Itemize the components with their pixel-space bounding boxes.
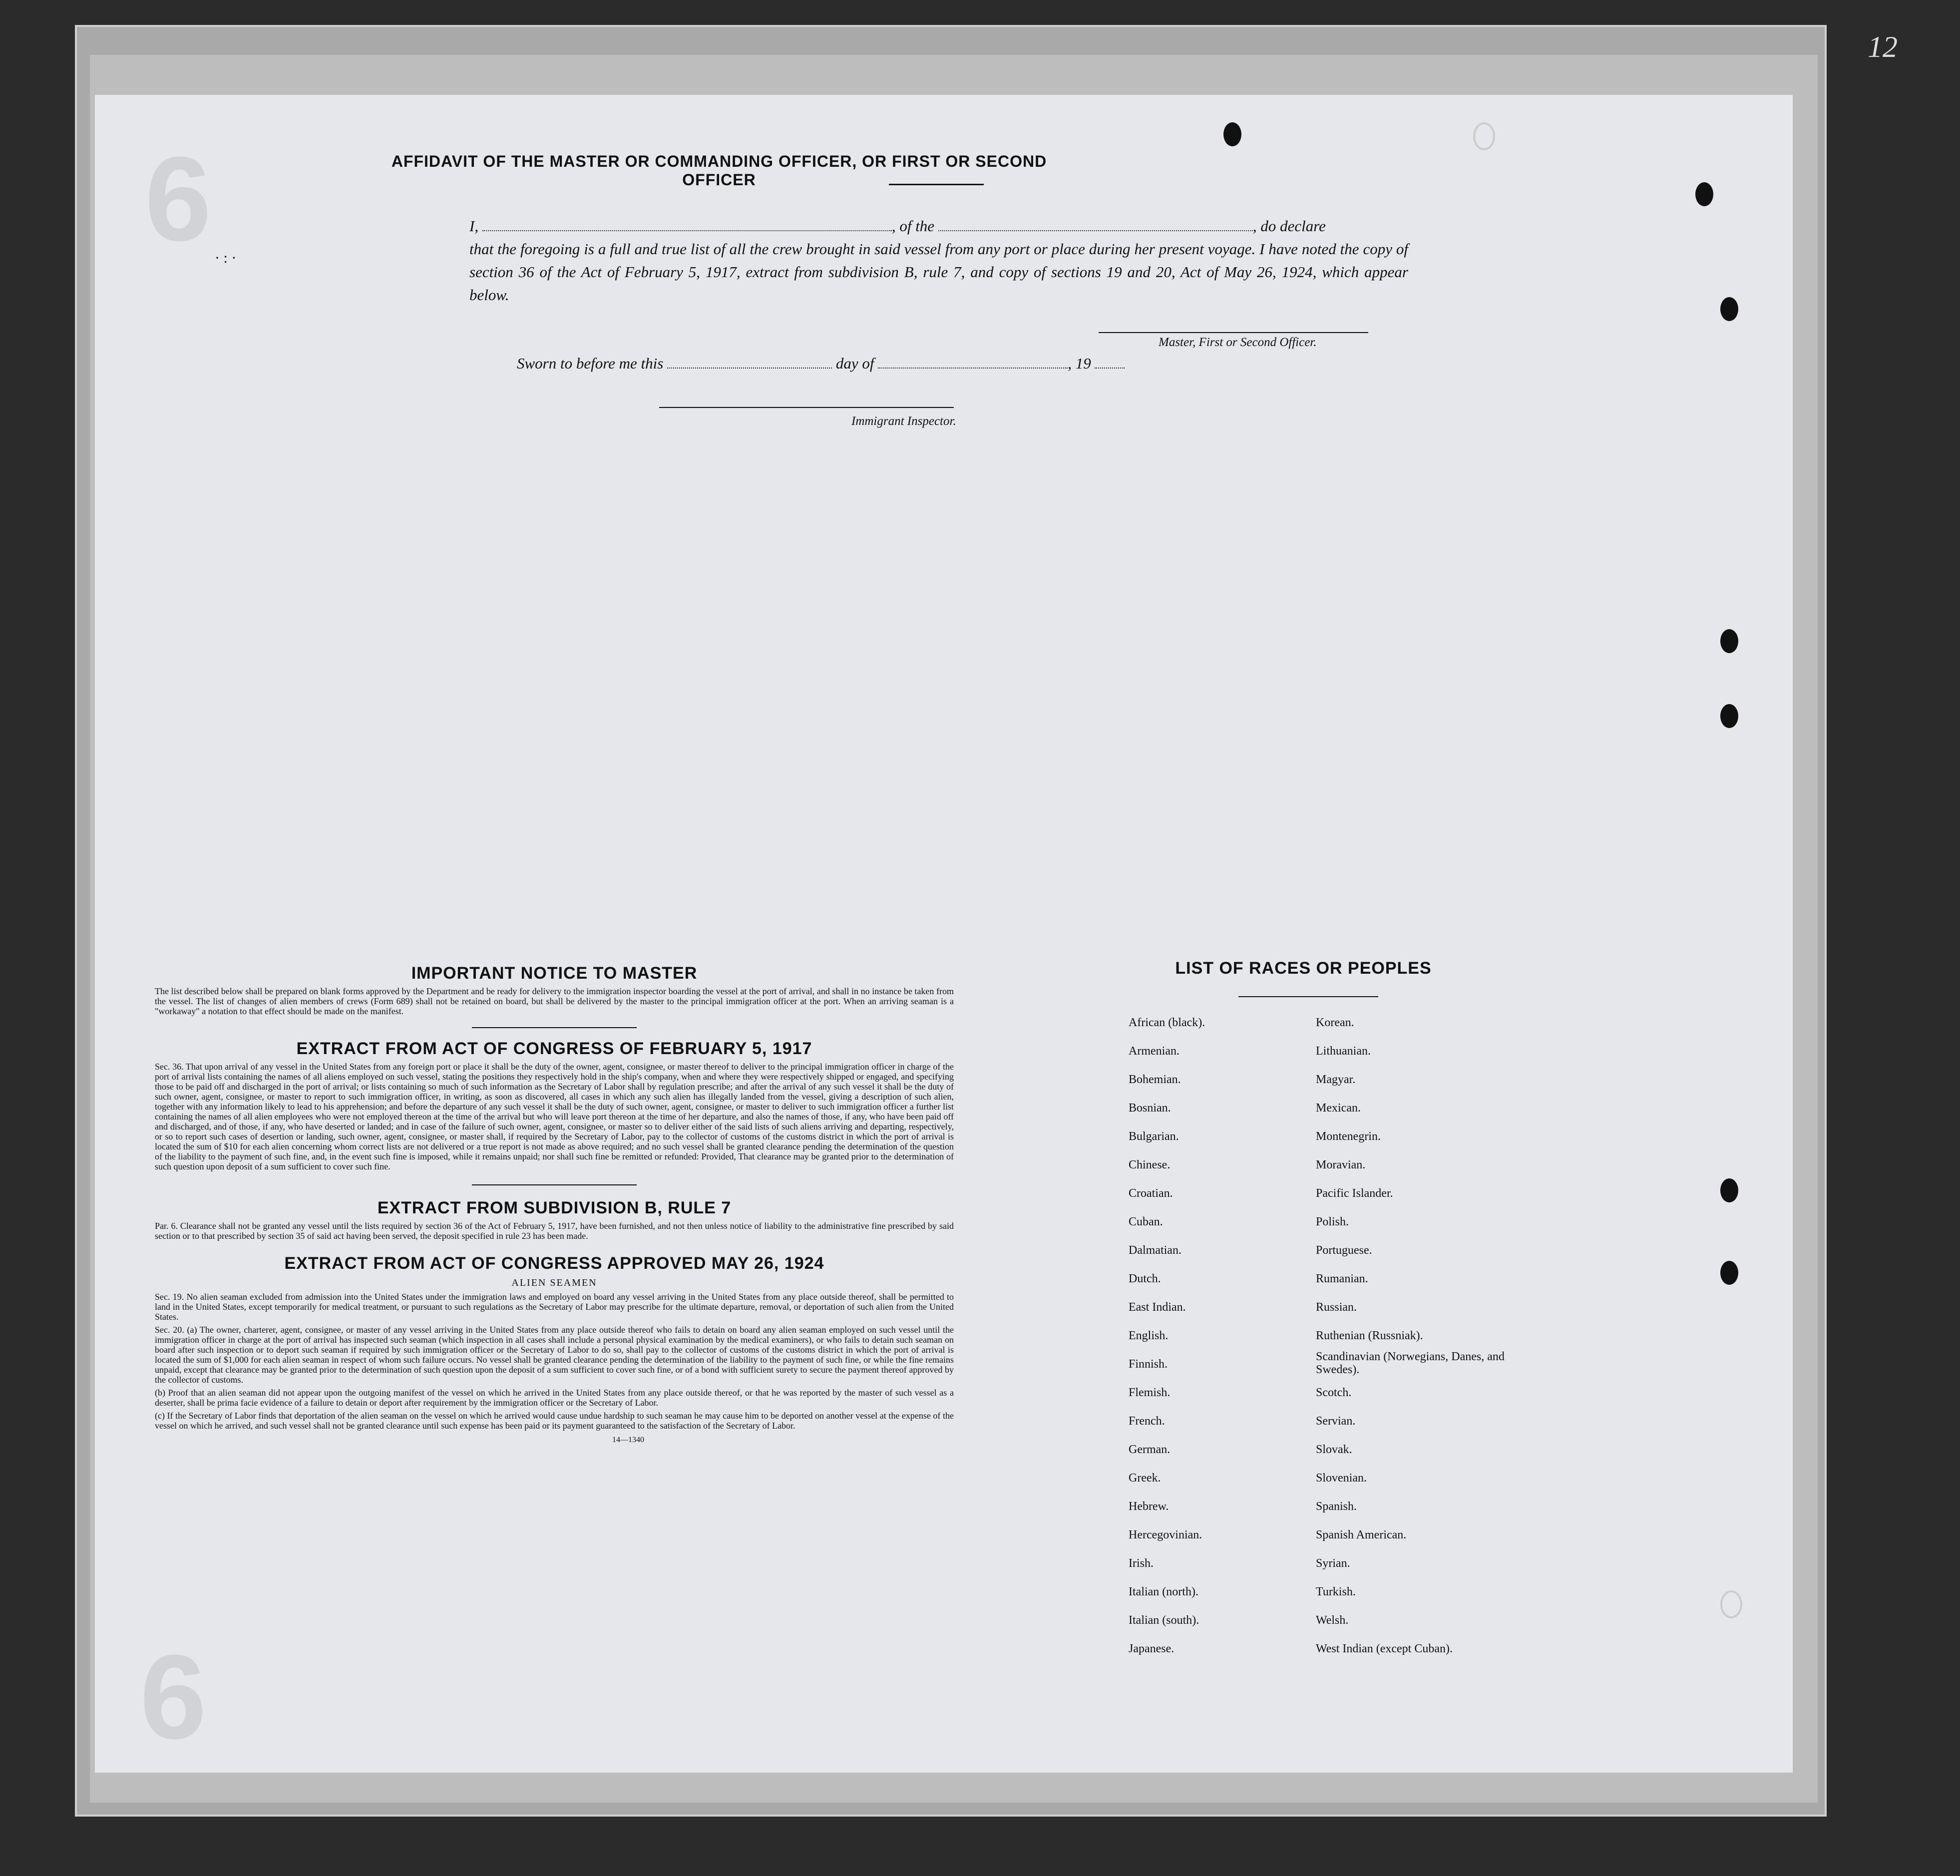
extract-1917-body: Sec. 36. That upon arrival of any vessel in the United States from any foreign port or place it shall be the duty of the owner, agent, consignee, or master thereof to deliver to the principal immigration officer in charge of the port of arrival lists containing the names of all aliens employed on such vessel, stating the positions they respectively hold in the ship's company, when and where they were respectively shipped or engaged, and specifying those to be paid off and discharged in the port of arrival; or lists containing so much of such information as the Secretary of Labor shall by regulation prescribe; and after the arrival of any such vessel it shall be the duty of such owner, agent, consignee, or master to report to such immigration officer, in writing, as soon as discovered, all cases in which any such alien has illegally landed from the vessel, giving a description of such alien, together with any information likely to lead to his apprehension; and before the departure of any such vessel it shall be the duty of such owner, agent, consignee, or master to deliver to such immigration officer a further list containing the names of all alien employees who were not employed thereon at the time of the arrival but who will leave port thereon at the time of her departure, and also the names of those, if any, who have been paid off and discharged, and of those, if any, who have deserted or landed; and in case of the failure of such owner, agent, consignee, or master so to deliver either of the said lists of such aliens arriving and departing, respectively, or so to report such cases of desertion or landing, such owner, agent, consignee, or master shall, if required by the Secretary of Labor, pay to the collector of customs of the customs district in which the port of arrival is located the sum of $10 for each alien concerning whom correct lists are not delivered or a true report is not made as above required; and no such vessel shall be granted clearance pending the determination of the question of the liability to the payment of such fine, and, in the event such fine is imposed, while it remains unpaid; nor shall such fine be remitted or refunded: Provided, That clearance may be granted prior to the determination of such question upon deposit of a sum sufficient to cover such fine.: [155, 1062, 954, 1171]
extract-1924-title: EXTRACT FROM ACT OF CONGRESS APPROVED MAY 26, 1924: [284, 1254, 824, 1273]
affidavit-body: that the foregoing is a full and true list of all the crew brought in said vessel from any port or place during her present voyage. I have noted the copy of section 36 of the Act of February 5, 1917, extract from subdivision B, rule 7, and copy of sections 19 and 20, Act of May 26, 1924, which appear below.: [469, 240, 1408, 304]
punch-hole: [1223, 122, 1241, 146]
bleed-through-digit: 6: [140, 1630, 207, 1764]
race-item: Hercegovinian.: [1129, 1528, 1202, 1541]
race-item: Hebrew.: [1129, 1500, 1169, 1513]
form-number: 14—1340: [612, 1436, 644, 1444]
punch-hole: [1720, 704, 1738, 728]
manifest-page: [95, 95, 1793, 1773]
sworn-year-blank[interactable]: [1095, 357, 1125, 369]
inspector-caption: Immigrant Inspector.: [851, 414, 956, 428]
race-item: German.: [1129, 1443, 1171, 1456]
name-blank[interactable]: [482, 219, 892, 231]
race-item: Ruthenian (Russniak).: [1316, 1329, 1423, 1342]
lead-i: I,: [469, 217, 479, 235]
race-item: Italian (north).: [1129, 1585, 1198, 1598]
race-item: Pacific Islander.: [1316, 1187, 1393, 1200]
race-item: Dutch.: [1129, 1272, 1161, 1285]
race-item: Lithuanian.: [1316, 1045, 1371, 1058]
affidavit-title: AFFIDAVIT OF THE MASTER OR COMMANDING OFFICER, OR FIRST OR SECOND OFFICER: [391, 152, 1047, 189]
race-item: Turkish.: [1316, 1585, 1356, 1598]
do-declare-text: , do declare: [1252, 217, 1326, 235]
extract-1917-title: EXTRACT FROM ACT OF CONGRESS OF FEBRUARY 5, 1917: [296, 1039, 812, 1058]
race-item: Scotch.: [1316, 1386, 1352, 1399]
punch-hole: [1720, 1261, 1738, 1285]
punch-hole: [1720, 1178, 1738, 1202]
races-title-rule: [1238, 996, 1378, 997]
races-left-column: [1129, 1009, 1205, 1663]
master-caption: Master, First or Second Officer.: [1159, 336, 1317, 349]
race-item: Magyar.: [1316, 1073, 1356, 1086]
race-item: Chinese.: [1129, 1158, 1171, 1171]
sec-20a-text: Sec. 20. (a) The owner, charterer, agent, consignee, or master of any vessel arriving in the United States from any place outside thereof who fails to detain on board any alien seaman employed on such vessel until the immigration officer in charge at the port of arrival has inspected such seaman (which inspection in all cases shall include a personal physical examination by the medical examiners), or who fails to detain such seaman on board after such inspection or to deport such seaman if required by such immigration officer or the Secretary of Labor to do so, shall pay to the collector of customs of the customs district in which the port of arrival is located the sum of $1,000 for each alien seaman in respect of whom such failure occurs. No vessel shall be granted clearance pending the determination of the liability to the payment of such fine, or while the fine remains unpaid, except that clearance may be granted prior to the determination of such question upon the deposit of a sum sufficient to cover such fine, or of a bond with sufficient surety to secure the payment thereof approved by the collector of customs.: [155, 1325, 954, 1385]
sworn-day-of: day of: [835, 355, 874, 372]
title-rule: [889, 184, 984, 185]
races-title: LIST OF RACES OR PEOPLES: [1175, 959, 1432, 978]
sworn-line: [517, 355, 1125, 373]
extract-rule7-title: EXTRACT FROM SUBDIVISION B, RULE 7: [377, 1198, 732, 1217]
notice-title: IMPORTANT NOTICE TO MASTER: [411, 964, 698, 983]
race-item: Flemish.: [1129, 1386, 1171, 1399]
sworn-day-blank[interactable]: [667, 357, 832, 369]
race-item: Croatian.: [1129, 1187, 1173, 1200]
extract-1924-subtitle: ALIEN SEAMEN: [511, 1277, 597, 1288]
race-item: Armenian.: [1129, 1045, 1179, 1058]
race-item: Welsh.: [1316, 1614, 1349, 1627]
extract-rule7-body: Par. 6. Clearance shall not be granted any vessel until the lists required by section 36 of the Act of February 5, 1917, have been furnished, and not then unless notice of liability to the administrative fine prescribed by said section or to that prescribed by section 35 of said act having been served, the deposit specified in rule 23 has been made.: [155, 1221, 954, 1241]
punch-hole: [1720, 1590, 1742, 1618]
race-item: Spanish.: [1316, 1500, 1357, 1513]
punch-hole: [1720, 297, 1738, 321]
page-number: 12: [1868, 30, 1898, 63]
race-item: Cuban.: [1129, 1215, 1163, 1228]
race-item: Japanese.: [1129, 1642, 1175, 1655]
punch-hole: [1720, 629, 1738, 653]
race-item: Irish.: [1129, 1557, 1154, 1570]
declaration-line: [469, 215, 1408, 238]
race-item: Rumanian.: [1316, 1272, 1368, 1285]
sec-20b-text: (b) Proof that an alien seaman did not appear upon the outgoing manifest of the vessel on which he arrived in the United States from any place outside thereof, or that he was reported by the master of such vessel as a deserter, shall be prima facie evidence of a failure to detain or deport after requirement by the immigration officer or the Secretary of Labor.: [155, 1388, 954, 1408]
race-item: English.: [1129, 1329, 1169, 1342]
sworn-year: , 19: [1068, 355, 1091, 372]
inspector-signature-line[interactable]: [659, 407, 954, 408]
spacer: [155, 1241, 954, 1254]
sworn-month-blank[interactable]: [878, 357, 1068, 369]
race-item: Bohemian.: [1129, 1073, 1181, 1086]
notice-column: [155, 964, 954, 1445]
race-item: Russian.: [1316, 1301, 1357, 1314]
race-item: Italian (south).: [1129, 1614, 1199, 1627]
race-item: Servian.: [1316, 1415, 1356, 1428]
punch-hole: [1695, 182, 1713, 206]
race-item: Slovak.: [1316, 1443, 1352, 1456]
notice-body: The list described below shall be prepared on blank forms approved by the Department and be ready for delivery to the immigration inspector boarding the vessel at the port of arrival, and shall in no instance be taken from the vessel. The list of changes of alien members of crews (Form 689) shall not be retained on board, but shall be delivered by the master to the principal immigration officer at the port. When an arriving seaman is a "workaway" a notation to that effect should be made on the manifest.: [155, 986, 954, 1016]
punch-hole: [1473, 122, 1495, 150]
sec-20c-text: (c) If the Secretary of Labor finds that deportation of the alien seaman on the vessel on which he arrived would cause undue hardship to such seaman he may cause him to be deported on another vessel at the expense of the vessel on which he arrived, and such vessel shall not be granted clearance until such expense has been paid or its payment guaranteed to the satisfaction of the Secretary of Labor.: [155, 1411, 954, 1431]
sec-19-text: Sec. 19. No alien seaman excluded from admission into the United States under the immigration laws and employed on board any vessel arriving in the United States from any place outside thereof, shall be permitted to land in the United States, except temporarily for medical treatment, or pursuant to such regulations as the Secretary of Labor may prescribe for the ultimate departure, removal, or deportation of such alien from the United States.: [155, 1292, 954, 1322]
race-item: Moravian.: [1316, 1158, 1366, 1171]
race-item: African (black).: [1129, 1016, 1205, 1029]
vessel-blank[interactable]: [938, 219, 1253, 231]
race-item: Portuguese.: [1316, 1244, 1372, 1257]
race-item: French.: [1129, 1415, 1165, 1428]
race-item: Syrian.: [1316, 1557, 1350, 1570]
sworn-prefix: Sworn to before me this: [517, 355, 664, 372]
master-signature-line[interactable]: [1099, 332, 1368, 333]
section-rule: [472, 1184, 637, 1185]
race-item: Finnish.: [1129, 1358, 1168, 1371]
race-item: Polish.: [1316, 1215, 1349, 1228]
race-item: West Indian (except Cuban).: [1316, 1642, 1453, 1655]
race-item: Mexican.: [1316, 1102, 1361, 1115]
affidavit-text: [469, 215, 1408, 307]
race-item: Bulgarian.: [1129, 1130, 1179, 1143]
race-item: Dalmatian.: [1129, 1244, 1181, 1257]
race-item: Slovenian.: [1316, 1472, 1367, 1485]
stray-marks: · : ·: [215, 250, 237, 266]
of-the-text: , of the: [891, 217, 935, 235]
race-item: Greek.: [1129, 1472, 1161, 1485]
race-item: Montenegrin.: [1316, 1130, 1381, 1143]
section-rule: [472, 1027, 637, 1028]
race-item: East Indian.: [1129, 1301, 1186, 1314]
race-item: Scandinavian (Norwegians, Danes, and Swedes).: [1316, 1350, 1505, 1376]
races-right-column: [1316, 1009, 1506, 1663]
bleed-through-digit: 6: [145, 132, 212, 266]
race-item: Bosnian.: [1129, 1102, 1171, 1115]
race-item: Korean.: [1316, 1016, 1354, 1029]
race-item: Spanish American.: [1316, 1528, 1407, 1541]
